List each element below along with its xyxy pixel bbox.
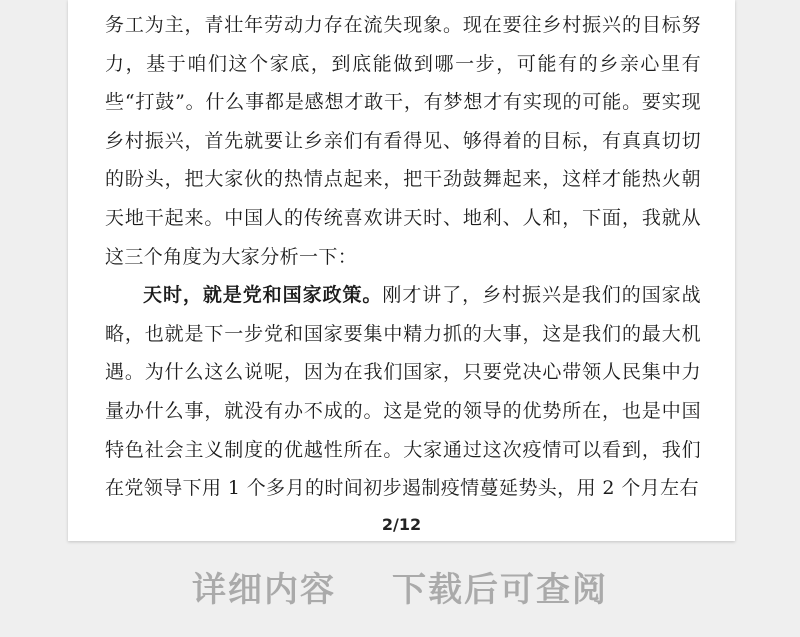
paragraph-2-body: 刚才讲了，乡村振兴是我们的国家战略，也就是下一步党和国家要集中精力抓的大事，这是我们的最大机遇。为什么这么说呢，因为在我们国家，只要党决心带领人民集中力量办什么事，就没有办不成的。这是党的领导的优势所在，也是中国特色社会主义制度的优越性所在。大家通过这次疫情可以看到，我们在党领导下用 1 个多月的时间初步遏制疫情蔓延势头，用 2 个月左右 bbox=[105, 284, 701, 500]
document-page bbox=[68, 0, 735, 541]
page-number: 2/12 bbox=[381, 515, 422, 534]
paragraph-1: 务工为主，青壮年劳动力存在流失现象。现在要往乡村振兴的目标努力，基于咱们这个家底，到底能做到哪一步，可能有的乡亲心里有些“打鼓”。什么事都是感想才敢干，有梦想才有实现的可能。要实现乡村振兴，首先就要让乡亲们有看得见、够得着的目标，有真真切切的盼头，把大家伙的热情点起来，把干劲鼓舞起来，这样才能热火朝天地干起来。中国人的传统喜欢讲天时、地利、人和，下面，我就从这三个角度为大家分析一下： bbox=[105, 14, 701, 268]
paragraph-2 bbox=[105, 276, 701, 508]
download-notice bbox=[0, 562, 800, 611]
footer-left-label: 详细内容 bbox=[192, 570, 336, 610]
footer-right-label: 下载后可查阅 bbox=[392, 570, 608, 610]
paragraph-2-lead: 天时，就是党和国家政策。 bbox=[143, 284, 383, 307]
page-body bbox=[105, 6, 701, 508]
